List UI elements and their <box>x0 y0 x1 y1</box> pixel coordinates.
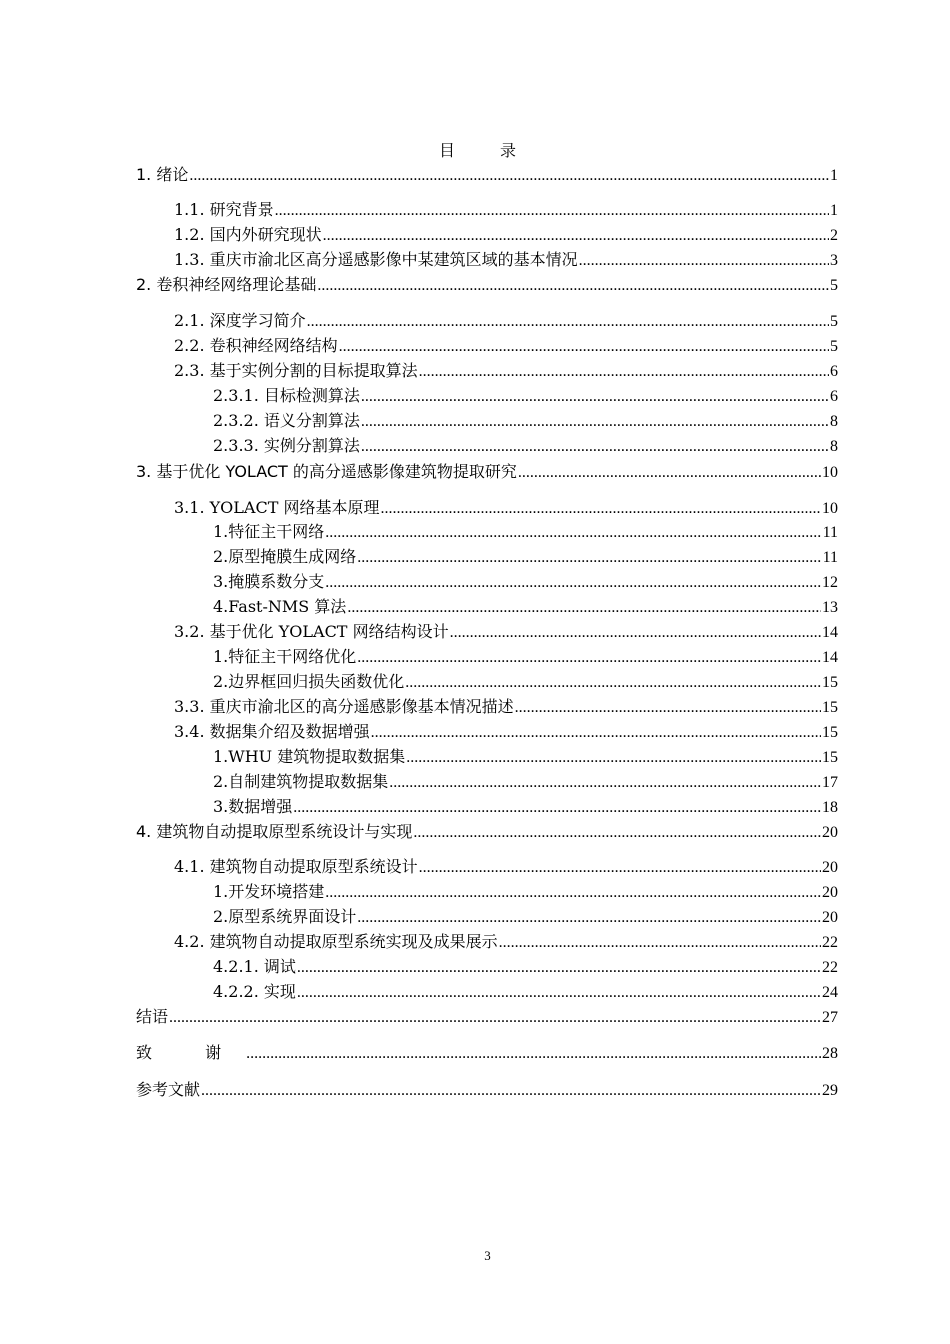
toc-entry[interactable] <box>213 520 838 544</box>
toc-leader-dots <box>357 546 821 570</box>
toc-entry-title: 2.原型系统界面设计 <box>213 907 357 926</box>
toc-leader-dots <box>325 881 821 905</box>
toc-entry[interactable] <box>213 955 838 979</box>
toc-entry-title: 4.2.1. 调试 <box>213 957 296 976</box>
toc-entry-title: 3.掩膜系数分支 <box>213 572 325 591</box>
toc-entry-page: 22 <box>822 934 838 951</box>
toc-entry-page: 14 <box>822 649 838 666</box>
toc-leader-dots <box>515 696 821 720</box>
toc-entry-page: 6 <box>830 363 838 380</box>
toc-leader-dots <box>518 461 821 485</box>
toc-entry-page: 22 <box>822 959 838 976</box>
toc-leader-dots <box>419 856 821 880</box>
toc-entry-page: 15 <box>822 674 838 691</box>
toc-title: 目 录 <box>438 141 537 160</box>
toc-leader-dots <box>325 571 821 595</box>
toc-entry-page: 11 <box>822 549 838 566</box>
toc-leader-dots <box>307 310 829 334</box>
toc-entry-title: 2.边界框回归损失函数优化 <box>213 672 405 691</box>
toc-entry-page: 10 <box>822 464 838 481</box>
toc-entry[interactable] <box>213 570 838 594</box>
toc-entry-title: 4.2. 建筑物自动提取原型系统实现及成果展示 <box>174 932 498 951</box>
toc-leader-dots <box>339 335 829 359</box>
toc-entry-page: 5 <box>830 338 838 355</box>
toc-entry-title: 参考文献 <box>136 1080 201 1099</box>
toc-leader-dots <box>357 906 821 930</box>
toc-entry-page: 20 <box>822 859 838 876</box>
toc-entry-title: 2.自制建筑物提取数据集 <box>213 772 389 791</box>
toc-leader-dots <box>405 671 821 695</box>
toc-entry[interactable] <box>174 855 838 879</box>
toc-entry[interactable] <box>136 163 838 187</box>
toc-leader-dots <box>169 1006 821 1030</box>
toc-entry-title: 1. 绪论 <box>136 165 189 184</box>
toc-entry[interactable] <box>174 620 838 644</box>
toc-entry[interactable] <box>213 645 838 669</box>
toc-leader-dots <box>450 621 821 645</box>
toc-leader-dots <box>361 385 829 409</box>
toc-leader-dots <box>317 274 829 298</box>
toc-entry-page: 6 <box>830 388 838 405</box>
toc-entry[interactable] <box>174 930 838 954</box>
toc-leader-dots <box>499 931 821 955</box>
toc-entry-title: 4.Fast-NMS 算法 <box>213 597 347 616</box>
toc-entry[interactable] <box>213 795 838 819</box>
toc-leader-dots <box>293 796 821 820</box>
toc-entry-title: 3. 基于优化 YOLACT 的高分遥感影像建筑物提取研究 <box>136 462 517 481</box>
toc-leader-dots <box>579 249 829 273</box>
toc-entry[interactable] <box>213 880 838 904</box>
toc-entry-page: 3 <box>830 252 838 269</box>
toc-entry[interactable] <box>174 720 838 744</box>
toc-entry[interactable] <box>174 334 838 358</box>
toc-leader-dots <box>325 521 821 545</box>
toc-entry-page: 8 <box>830 438 838 455</box>
toc-leader-dots <box>389 771 821 795</box>
toc-entry-page: 8 <box>830 413 838 430</box>
toc-leader-dots <box>201 1079 821 1103</box>
toc-entry-title: 1.2. 国内外研究现状 <box>174 225 322 244</box>
toc-entry[interactable] <box>213 434 838 458</box>
toc-entry-title: 2.3. 基于实例分割的目标提取算法 <box>174 361 418 380</box>
toc-entry-title: 2.2. 卷积神经网络结构 <box>174 336 338 355</box>
toc-entry-page: 14 <box>822 624 838 641</box>
toc-entry-title: 1.3. 重庆市渝北区高分遥感影像中某建筑区域的基本情况 <box>174 250 578 269</box>
toc-entry-title: 1.特征主干网络 <box>213 522 325 541</box>
toc-entry-page: 29 <box>822 1082 838 1099</box>
toc-entry[interactable] <box>213 670 838 694</box>
toc-entry-title: 1.1. 研究背景 <box>174 200 274 219</box>
toc-entry-page: 20 <box>822 824 838 841</box>
toc-leader-dots <box>357 646 821 670</box>
toc-entry[interactable] <box>174 309 838 333</box>
toc-entry-title: 1.特征主干网络优化 <box>213 647 357 666</box>
toc-entry[interactable] <box>213 384 838 408</box>
toc-entry-page: 11 <box>822 524 838 541</box>
toc-entry-page: 1 <box>830 167 838 184</box>
toc-entry-page: 20 <box>822 884 838 901</box>
toc-entry-title: 3.4. 数据集介绍及数据增强 <box>174 722 370 741</box>
toc-leader-dots <box>361 410 829 434</box>
toc-leader-dots <box>361 435 829 459</box>
page-number: 3 <box>484 1248 491 1263</box>
toc-entry[interactable] <box>136 820 838 844</box>
toc-entry[interactable] <box>213 745 838 769</box>
toc-entry-title: 2. 卷积神经网络理论基础 <box>136 275 317 294</box>
toc-entry[interactable] <box>213 595 838 619</box>
toc-entry-title: 3.数据增强 <box>213 797 293 816</box>
toc-entry[interactable] <box>174 359 838 383</box>
toc-entry-page: 17 <box>822 774 838 791</box>
toc-entry-title: 4.2.2. 实现 <box>213 982 296 1001</box>
toc-leader-dots <box>347 596 821 620</box>
toc-leader-dots <box>413 821 821 845</box>
toc-entry-page: 12 <box>822 574 838 591</box>
toc-entry[interactable] <box>213 770 838 794</box>
toc-entry[interactable] <box>136 1078 838 1102</box>
toc-entry-title: 3.3. 重庆市渝北区的高分遥感影像基本情况描述 <box>174 697 514 716</box>
toc-entry-title: 1.开发环境搭建 <box>213 882 325 901</box>
toc-entry[interactable] <box>174 248 838 272</box>
toc-leader-dots <box>419 360 829 384</box>
toc-entry[interactable] <box>213 980 838 1004</box>
toc-entry-page: 27 <box>822 1009 838 1026</box>
toc-entry-page: 1 <box>830 202 838 219</box>
toc-entry-title: 2.1. 深度学习简介 <box>174 311 306 330</box>
toc-entry-title: 2.原型掩膜生成网络 <box>213 547 357 566</box>
toc-entry[interactable] <box>136 273 838 297</box>
toc-leader-dots <box>189 164 829 188</box>
toc-entry[interactable] <box>136 460 838 484</box>
toc-leader-dots <box>380 497 821 521</box>
toc-entry[interactable] <box>213 905 838 929</box>
toc-entry-title: 2.3.3. 实例分割算法 <box>213 436 360 455</box>
toc-leader-dots <box>371 721 821 745</box>
toc-entry-page: 28 <box>822 1045 838 1062</box>
toc-leader-dots <box>297 956 821 980</box>
toc-entry-page: 15 <box>822 749 838 766</box>
toc-entry-title: 4. 建筑物自动提取原型系统设计与实现 <box>136 822 413 841</box>
toc-entry-page: 10 <box>822 500 838 517</box>
toc-entry-title: 3.2. 基于优化 YOLACT 网络结构设计 <box>174 622 449 641</box>
toc-entry-title: 2.3.2. 语义分割算法 <box>213 411 360 430</box>
toc-entry-page: 13 <box>822 599 838 616</box>
toc-entry-title: 2.3.1. 目标检测算法 <box>213 386 360 405</box>
toc-entry-page: 15 <box>822 699 838 716</box>
toc-entry[interactable] <box>136 1005 838 1029</box>
toc-entry[interactable] <box>174 695 838 719</box>
toc-entry[interactable] <box>174 223 838 247</box>
toc-entry-page: 5 <box>830 313 838 330</box>
toc-entry-page: 15 <box>822 724 838 741</box>
toc-entry-page: 24 <box>822 984 838 1001</box>
toc-leader-dots <box>246 1042 821 1066</box>
toc-entry[interactable] <box>174 496 838 520</box>
toc-entry-title: 4.1. 建筑物自动提取原型系统设计 <box>174 857 418 876</box>
toc-entry[interactable] <box>213 545 838 569</box>
toc-entry-title: 1.WHU 建筑物提取数据集 <box>213 747 406 766</box>
toc-entry-page: 18 <box>822 799 838 816</box>
toc-entry[interactable] <box>174 198 838 222</box>
toc-entry-title: 结语 <box>136 1007 169 1026</box>
toc-leader-dots <box>297 981 821 1005</box>
toc-entry-page: 5 <box>830 277 838 294</box>
toc-entry-title: 致 谢 <box>136 1043 246 1062</box>
toc-leader-dots <box>323 224 829 248</box>
toc-leader-dots <box>275 199 829 223</box>
toc-entry[interactable] <box>213 409 838 433</box>
toc-entry-page: 2 <box>830 227 838 244</box>
toc-leader-dots <box>406 746 821 770</box>
toc-entry[interactable] <box>136 1041 838 1065</box>
toc-entry-page: 20 <box>822 909 838 926</box>
toc-entry-title: 3.1. YOLACT 网络基本原理 <box>174 498 380 517</box>
